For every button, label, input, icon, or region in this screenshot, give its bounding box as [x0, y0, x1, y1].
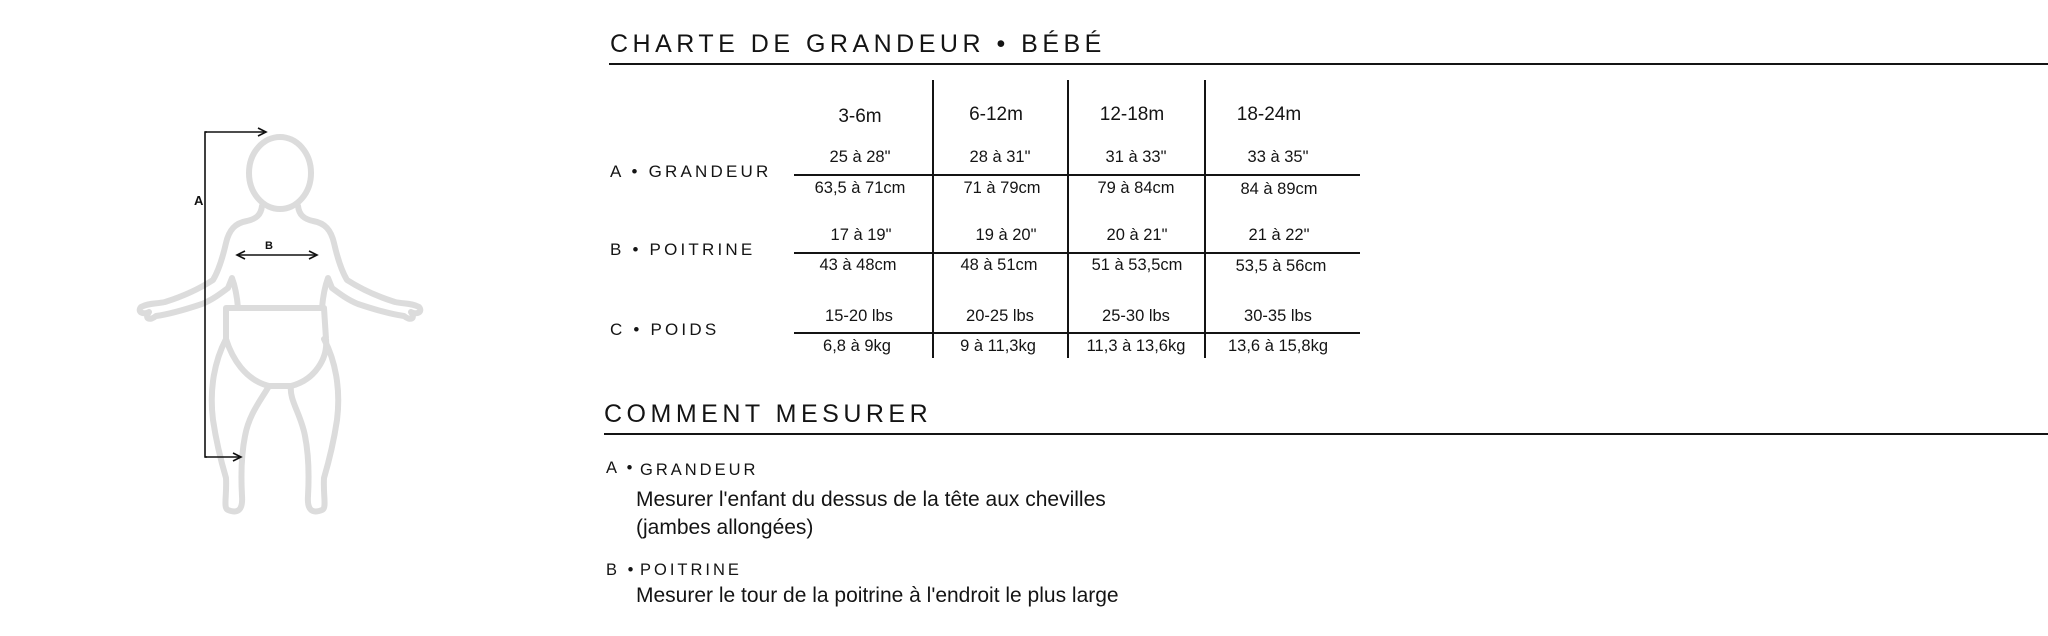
how-to-label-poitrine: POITRINE	[640, 561, 742, 579]
cell-metric: 11,3 à 13,6kg	[1086, 337, 1186, 355]
column-header: 3-6m	[838, 106, 882, 127]
height-letter: A	[194, 193, 204, 208]
cell-metric: 63,5 à 71cm	[814, 179, 906, 197]
chest-letter: B	[265, 240, 273, 252]
row-label-poitrine: B • POITRINE	[610, 240, 756, 259]
how-to-text: (jambes allongées)	[636, 516, 814, 539]
cell-metric: 53,5 à 56cm	[1235, 257, 1327, 275]
row-divider	[794, 174, 1360, 176]
row-divider	[794, 332, 1360, 334]
cell-imperial: 20-25 lbs	[966, 307, 1034, 325]
cell-metric: 43 à 48cm	[819, 256, 897, 274]
how-to-title: COMMENT MESURER	[604, 400, 933, 428]
how-to-text: Mesurer le tour de la poitrine à l'endroit le plus large	[636, 584, 1119, 607]
baby-measurement-diagram	[125, 118, 425, 518]
cell-imperial: 30-35 lbs	[1244, 307, 1312, 325]
row-divider	[794, 252, 1360, 254]
cell-imperial: 20 à 21"	[1106, 226, 1168, 244]
cell-imperial: 17 à 19"	[830, 226, 892, 244]
size-chart-title: CHARTE DE GRANDEUR • BÉBÉ	[610, 30, 1106, 58]
cell-metric: 13,6 à 15,8kg	[1228, 337, 1328, 355]
cell-metric: 48 à 51cm	[960, 256, 1038, 274]
cell-metric: 71 à 79cm	[963, 179, 1041, 197]
cell-metric: 79 à 84cm	[1097, 179, 1175, 197]
cell-metric: 6,8 à 9kg	[823, 337, 891, 355]
row-label-poids: C • POIDS	[610, 320, 720, 339]
how-to-text: Mesurer l'enfant du dessus de la tête aux chevilles	[636, 488, 1106, 511]
cell-metric: 9 à 11,3kg	[960, 337, 1036, 355]
cell-imperial: 25-30 lbs	[1102, 307, 1170, 325]
cell-imperial: 21 à 22"	[1248, 226, 1310, 244]
cell-metric: 51 à 53,5cm	[1091, 256, 1183, 274]
chest-measure-line	[237, 251, 317, 259]
column-header: 18-24m	[1236, 104, 1302, 125]
cell-imperial: 28 à 31"	[969, 148, 1031, 166]
cell-imperial: 31 à 33"	[1105, 148, 1167, 166]
cell-imperial: 19 à 20"	[975, 226, 1037, 244]
title-rule	[609, 63, 2048, 65]
cell-imperial: 33 à 35"	[1247, 148, 1309, 166]
baby-outline-icon	[140, 137, 421, 511]
row-label-grandeur: A • GRANDEUR	[610, 162, 772, 181]
cell-metric: 84 à 89cm	[1240, 180, 1318, 198]
how-to-letter: B •	[606, 561, 637, 579]
how-to-rule	[604, 433, 2048, 435]
how-to-label-grandeur: GRANDEUR	[640, 461, 759, 479]
column-header: 6-12m	[969, 104, 1023, 125]
how-to-letter: A •	[606, 459, 636, 477]
cell-imperial: 15-20 lbs	[825, 307, 893, 325]
cell-imperial: 25 à 28"	[829, 148, 891, 166]
column-header: 12-18m	[1099, 104, 1165, 125]
